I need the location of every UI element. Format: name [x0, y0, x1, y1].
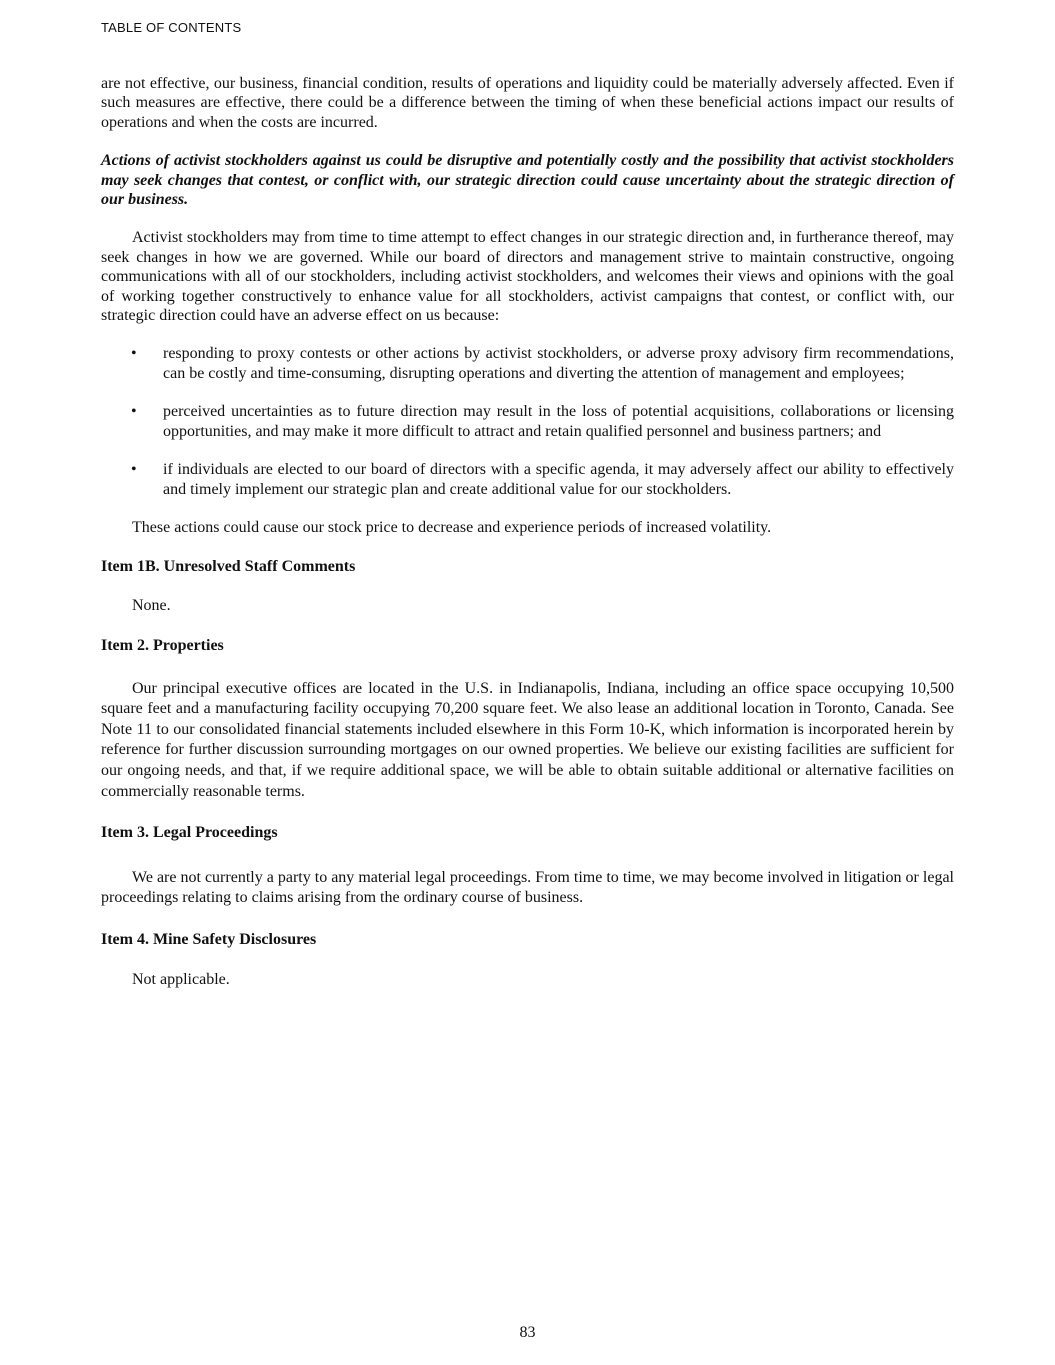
list-item-text: responding to proxy contests or other actions by activist stockholders, or adverse proxy advisory firm recommendations, can be costly and time-consuming, disrupting operations and diverting the attention of management and employees; [163, 345, 954, 382]
item-4-heading: Item 4. Mine Safety Disclosures [101, 930, 317, 948]
item-3-text: We are not currently a party to any material legal proceedings. From time to time, we may become involved in litigation or legal proceedings relating to claims arising from the ordinary course of business. [101, 868, 954, 907]
list-item [101, 344, 954, 383]
item-1b-heading: Item 1B. Unresolved Staff Comments [101, 558, 356, 576]
list-item [101, 402, 954, 441]
document-body [101, 74, 954, 990]
bullet-icon: • [131, 461, 137, 479]
list-item-text: perceived uncertainties as to future direction may result in the loss of potential acquisitions, collaborations or licensing opportunities, and may make it more difficult to attract and retain qualified personnel and business partners; and [163, 403, 954, 440]
paragraph-intro: are not effective, our business, financial condition, results of operations and liquidity could be materially adversely affected. Even if such measures are effective, there could be a difference between the timing of when these beneficial actions impact our results of operations and when the costs are incurred. [101, 75, 954, 131]
paragraph-volatility: These actions could cause our stock price to decrease and experience periods of increased volatility. [132, 518, 772, 536]
item-1b-text: None. [132, 596, 171, 614]
list-item-text: if individuals are elected to our board of directors with a specific agenda, it may adversely affect our ability to effectively and timely implement our strategic plan and create additional value for our stockholders. [163, 461, 954, 498]
item-2-heading: Item 2. Properties [101, 637, 224, 655]
risk-factor-heading: Actions of activist stockholders against us could be disruptive and potentially costly and the possibility that activist stockholders may seek changes that contest, or conflict with, our strategic direction could cause uncertainty about the strategic direction of our business. [101, 152, 954, 209]
paragraph-activist: Activist stockholders may from time to time attempt to effect changes in our strategic direction and, in furtherance thereof, may seek changes in how we are governed. While our board of directors and management strive to maintain constructive, ongoing communications with all of our stockholders, including activist stockholders, and welcomes their views and opinions with the goal of working together constructively to enhance value for all stockholders, activist campaigns that contest, or conflict with, our strategic direction could have an adverse effect on us because: [101, 229, 954, 325]
item-2-text: Our principal executive offices are located in the U.S. in Indianapolis, Indiana, including an office space occupying 10,500 square feet and a manufacturing facility occupying 70,200 square feet. We also lease an additional location in Toronto, Canada. See Note 11 to our consolidated financial statements included elsewhere in this Form 10-K, which information is incorporated herein by reference for further discussion surrounding mortgages on our owned properties. We believe our existing facilities are sufficient for our ongoing needs, and that, if we require additional space, we will be able to obtain suitable additional or alternative facilities on commercially reasonable terms. [101, 679, 954, 800]
item-4-text: Not applicable. [132, 971, 230, 989]
item-3-heading: Item 3. Legal Proceedings [101, 824, 278, 842]
bullet-icon: • [131, 345, 137, 363]
table-of-contents-link[interactable]: TABLE OF CONTENTS [101, 20, 242, 35]
bullet-icon: • [131, 403, 137, 421]
list-item [101, 460, 954, 499]
bullet-list [101, 344, 954, 498]
page-number: 83 [519, 1324, 536, 1341]
